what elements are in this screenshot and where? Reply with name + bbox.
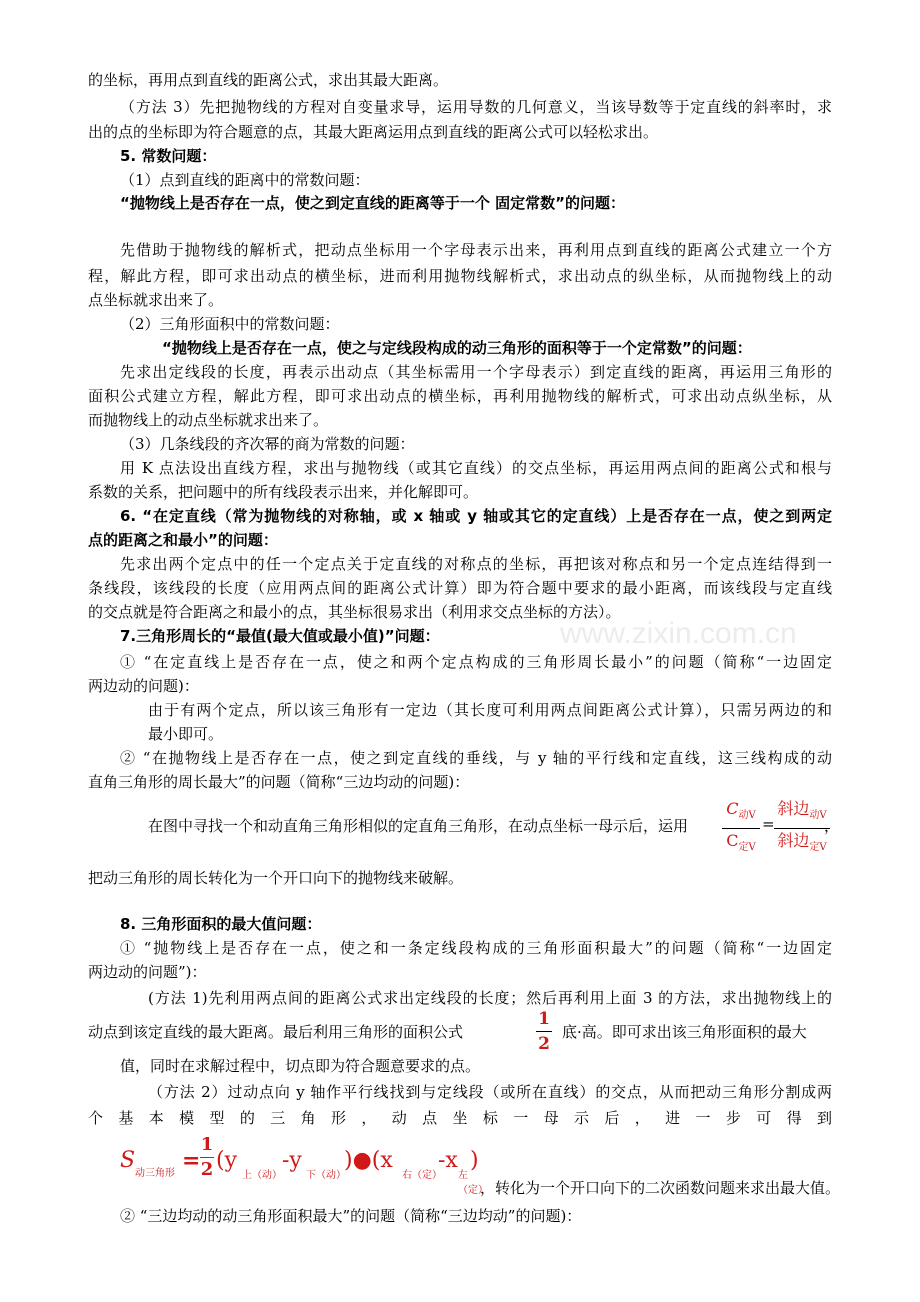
formula-subscript: 上（动） [242,1170,282,1181]
text-line: 把动三角形的周长转化为一个开口向下的抛物线来破解。 [88,869,464,887]
text-line: 用 K 点法设出直线方程，求出与抛物线（或其它直线）的交点坐标，再运用两点间的距离公式和根与 [120,459,832,477]
text-line: 出的点的坐标即为符合题意的点，其最大距离运用点到直线的距离公式可以轻松求出。 [88,123,659,141]
problem-statement: “抛物线上是否存在一点，使之到定直线的距离等于一个 固定常数”的问题： [120,194,625,212]
subheading: （1）点到直线的距离中的常数问题： [120,171,370,189]
area-formula [120,1134,488,1196]
text-line: ① “抛物线上是否存在一点，使之和一条定线段构成的三角形面积最大”的问题（简称“一边固定 [120,939,832,957]
text-line: 直角三角形的周长最大”的问题（简称“三边均动的问题)： [88,773,470,791]
text-line: 的坐标，再用点到直线的距离公式，求出其最大距离。 [88,71,449,89]
formula-symbol: S [120,1148,136,1173]
formula-symbol: C [726,831,739,851]
text-line: 先求出两个定点中的任一个定点关于定直线的对称点的坐标，再把该对称点和另一个定点连结得到一 [120,555,832,573]
fraction-numerator: 1 [200,1134,214,1155]
text-line: （方法 2）过动点向 y 轴作平行线找到与定线段（或所在直线）的交点，从而把动三角形分割成两 [148,1083,832,1101]
text-line: 最小即可。 [148,725,224,743]
text-line: 面积公式建立方程，解此方程，即可求出动点的横坐标，再利用抛物线的解析式，可求出动点纵坐标，从 [88,387,832,405]
section-heading-8: 8. 三角形面积的最大值问题： [120,915,322,933]
problem-statement: “抛物线上是否存在一点，使之与定线段构成的动三角形的面积等于一个定常数”的问题： [162,339,752,357]
formula-symbol: C [726,799,739,818]
text-line: 由于有两个定点，所以该三角形有一定边（其长度可利用两点间距离公式计算），只需另两边的和 [148,701,832,719]
subheading: （3）几条线段的齐次幂的商为常数的问题： [120,435,415,453]
text-line: 点坐标就求出来了。 [88,291,224,309]
text-line: 底·高。即可求出该三角形面积的最大 [562,1023,807,1041]
text-line: （方法 3）先把抛物线的方程对自变量求导，运用导数的几何意义，当该导数等于定直线的斜率时，求 [120,98,832,116]
half-fraction [536,1008,552,1055]
text-line: ，转化为一个开口向下的二次函数问题来求出最大值。 [480,1179,841,1197]
ratio-formula [722,798,832,854]
formula-symbol: ) [470,1148,479,1173]
formula-symbol: (y [216,1148,238,1173]
formula-symbol: 斜边 [777,831,810,851]
text-line: 个 基 本 模 型 的 三 角 形 ， 动 点 坐 标 一 母 示 后 ， 进 一 步 可 得 到 [88,1109,832,1127]
text-line: 条线段，该线段的长度（应用两点间的距离公式计算）即为符合题中要求的最小距离，而该线段与定直线 [88,579,832,597]
text-line: 动点到该定直线的最大距离。最后利用三角形的面积公式 [88,1023,464,1041]
text-line: 的交点就是符合距离之和最小的点，其坐标很易求出（利用求交点坐标的方法）。 [88,603,621,621]
formula-subscript: 动三角形 [135,1168,175,1179]
formula-subscript: 下（动） [306,1170,346,1181]
equals-sign: = [182,1148,201,1174]
comma: ， [824,817,840,835]
formula-subscript: 右（定） [402,1170,442,1181]
fraction-denominator: 2 [538,1034,550,1054]
text-line: 先求出定线段的长度，再表示出动点（其坐标需用一个字母表示）到定直线的距离，再运用三角形的 [120,363,832,381]
text-line: 程，解此方程，即可求出动点的横坐标，进而利用抛物线解析式，求出动点的纵坐标，从而抛物线上的动 [88,267,832,285]
text-line: 两边动的问题”)： [88,963,207,981]
formula-subscript: 左（定） [458,1170,488,1196]
section-heading-5: 5. 常数问题： [120,147,217,165]
formula-subscript: 定V [809,842,827,854]
text-line: 系数的关系，把问题中的所有线段表示出来，并化解即可。 [88,483,479,501]
formula-symbol: -y [282,1148,302,1173]
watermark: www.zixin.com.cn [560,617,797,650]
subheading: （2）三角形面积中的常数问题： [120,315,340,333]
fraction-numerator: 1 [538,1009,550,1029]
text-line: 值，同时在求解过程中，切点即为符合题意要求的点。 [120,1057,481,1075]
section-heading-6-cont: 点的距离之和最小”的问题： [88,531,278,549]
formula-symbol: 斜边 [777,799,810,818]
text-line: ① “在定直线上是否存在一点，使之和两个定点构成的三角形周长最小”的问题（简称“一边固定 [120,653,832,671]
formula-subscript: 动V [738,810,756,822]
text-line: ② “三边均动的动三角形面积最大”的问题（简称“三边均动”的问题)： [120,1207,582,1225]
section-heading-6: 6. “在定直线（常为抛物线的对称轴，或 x 轴或 y 轴或其它的定直线）上是否存在一点，使之到两定 [120,507,832,525]
formula-symbol: -x [438,1148,458,1173]
text-line: ② “在抛物线上是否存在一点，使之到定直线的垂线，与 y 轴的平行线和定直线，这三线构成的动 [120,749,832,767]
formula-symbol: )●(x [344,1148,393,1173]
text-line: 而抛物线上的动点坐标就求出来了。 [88,411,329,429]
text-line: 先借助于抛物线的解析式，把动点坐标用一个字母表示出来，再利用点到直线的距离公式建立一个方 [120,241,832,259]
equals-sign: = [762,815,775,833]
fraction-denominator: 2 [200,1159,214,1180]
text-line: (方法 1)先利用两点间的距离公式求出定线段的长度；然后再利用上面 3 的方法，求出抛物线上的 [148,989,832,1007]
formula-subscript: 定V [738,842,756,854]
formula-subscript: 动V [809,810,827,822]
text-line: 两边动的问题)： [88,677,199,695]
text-line: 在图中寻找一个和动直角三角形相似的定直角三角形，在动点坐标一母示后，运用 [148,817,689,835]
section-heading-7: 7.三角形周长的“最值(最大值或最小值)”问题： [120,627,440,645]
